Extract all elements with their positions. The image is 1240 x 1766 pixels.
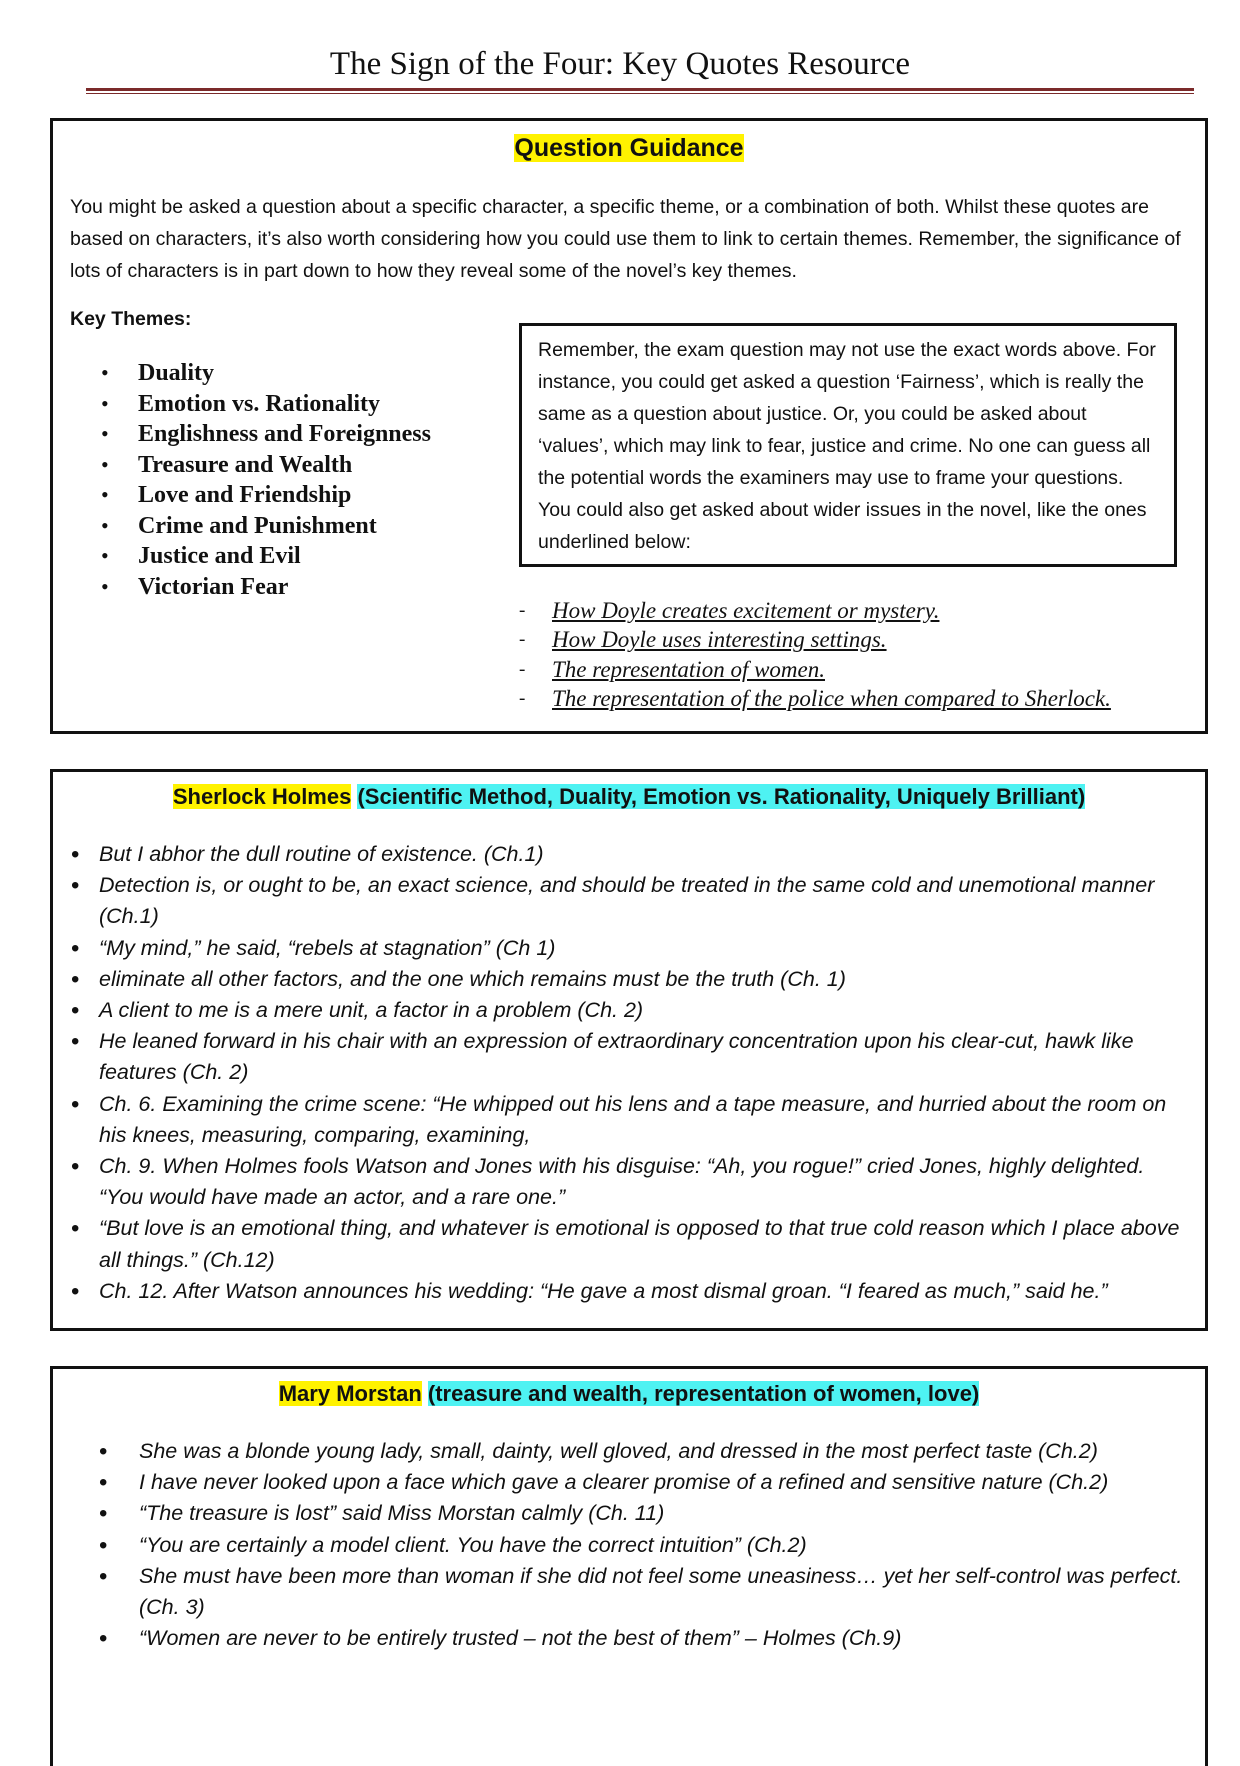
quote-item: • Ch. 12. After Watson announces his wedding: “He gave a most dismal groan. “I feared as much,” said he.” xyxy=(69,1276,1189,1307)
theme-item: • Crime and Punishment xyxy=(93,511,431,542)
issue-item xyxy=(515,625,1111,654)
theme-item: • Englishness and Foreignness xyxy=(93,419,431,450)
title-rule-thin xyxy=(86,93,1194,94)
quote-item: • “The treasure is lost” said Miss Morstan calmly (Ch. 11) xyxy=(93,1498,1193,1529)
title-rule xyxy=(86,88,1194,91)
mary-morstan-section xyxy=(50,1366,1208,1766)
theme-item: • Emotion vs. Rationality xyxy=(93,389,431,420)
holmes-name: Sherlock Holmes xyxy=(172,784,352,809)
quote-item: • “My mind,” he said, “rebels at stagnation” (Ch 1) xyxy=(69,933,1189,964)
issue-text: The representation of women. xyxy=(552,656,825,682)
theme-item: • Love and Friendship xyxy=(93,480,431,511)
key-themes-list xyxy=(93,358,431,602)
issue-item xyxy=(515,684,1111,713)
guidance-heading xyxy=(53,131,1205,165)
issue-text: How Doyle creates excitement or mystery. xyxy=(552,598,940,623)
theme-item: • Victorian Fear xyxy=(93,572,431,603)
quote-item: • “But love is an emotional thing, and whatever is emotional is opposed to that true cold reason which I place above all things.” (Ch.12) xyxy=(69,1213,1189,1275)
issue-text: The representation of the police when compared to Sherlock. xyxy=(552,685,1111,711)
quote-item: • “Women are never to be entirely trusted – not the best of them” – Holmes (Ch.9) xyxy=(93,1623,1193,1654)
quote-item: • Ch. 6. Examining the crime scene: “He whipped out his lens and a tape measure, and hurried about the room on his knees, measuring, comparing, examining, xyxy=(69,1089,1189,1151)
quote-item: • I have never looked upon a face which gave a clearer promise of a refined and sensitive nature (Ch.2) xyxy=(93,1467,1193,1498)
issue-text: How Doyle uses interesting settings. xyxy=(552,627,887,653)
page-title: The Sign of the Four: Key Quotes Resource xyxy=(329,46,911,82)
theme-item: • Duality xyxy=(93,358,431,389)
exam-note-box: Remember, the exam question may not use the exact words above. For instance, you could get asked a question ‘Fairness’, which is really the same as a question about justice. Or, you could be asked about ‘values’, which may link to fear, justice and crime. No one can guess all the potential words the examiners may use to frame your questions. You could also get asked about wider issues in the novel, like the ones underlined below: xyxy=(519,323,1177,567)
mary-tags: (treasure and wealth, representation of women, love) xyxy=(427,1381,980,1406)
mary-name: Mary Morstan xyxy=(278,1381,422,1406)
mary-quotes-list xyxy=(93,1436,1193,1654)
guidance-heading-text: Question Guidance xyxy=(514,134,744,162)
mary-heading xyxy=(53,1379,1205,1409)
theme-item: • Treasure and Wealth xyxy=(93,450,431,481)
holmes-tags: (Scientific Method, Duality, Emotion vs. Rationality, Uniquely Brilliant) xyxy=(357,784,1086,809)
sherlock-holmes-section xyxy=(50,769,1208,1331)
key-themes-label: Key Themes: xyxy=(70,308,192,330)
quote-item: • But I abhor the dull routine of existence. (Ch.1) xyxy=(69,839,1189,870)
holmes-quotes-list xyxy=(69,839,1189,1307)
theme-item: • Justice and Evil xyxy=(93,541,431,572)
wider-issues-list xyxy=(515,596,1111,713)
quote-item: • A client to me is a mere unit, a factor in a problem (Ch. 2) xyxy=(69,995,1189,1026)
quote-item: • He leaned forward in his chair with an expression of extraordinary concentration upon his clear-cut, hawk like features (Ch. 2) xyxy=(69,1026,1189,1088)
guidance-intro: You might be asked a question about a specific character, a specific theme, or a combination of both. Whilst these quotes are based on characters, it’s also worth considering how you could use them to link to certain themes. Remember, the significance of lots of characters is in part down to how they reveal some of the novel’s key themes. xyxy=(70,196,1181,282)
quote-item: • She was a blonde young lady, small, dainty, well gloved, and dressed in the most perfect taste (Ch.2) xyxy=(93,1436,1193,1467)
quote-item: • eliminate all other factors, and the one which remains must be the truth (Ch. 1) xyxy=(69,964,1189,995)
question-guidance-section xyxy=(50,118,1208,734)
quote-item: • Detection is, or ought to be, an exact science, and should be treated in the same cold and unemotional manner (Ch.1) xyxy=(69,870,1189,932)
issue-item xyxy=(515,655,1111,684)
holmes-heading xyxy=(53,782,1205,812)
quote-item: • She must have been more than woman if she did not feel some uneasiness… yet her self-control was perfect. (Ch. 3) xyxy=(93,1561,1193,1623)
quote-item: • “You are certainly a model client. You have the correct intuition” (Ch.2) xyxy=(93,1530,1193,1561)
issue-item xyxy=(515,596,1111,625)
quote-item: • Ch. 9. When Holmes fools Watson and Jones with his disguise: “Ah, you rogue!” cried Jones, highly delighted. “You would have made an actor, and a rare one.” xyxy=(69,1151,1189,1213)
